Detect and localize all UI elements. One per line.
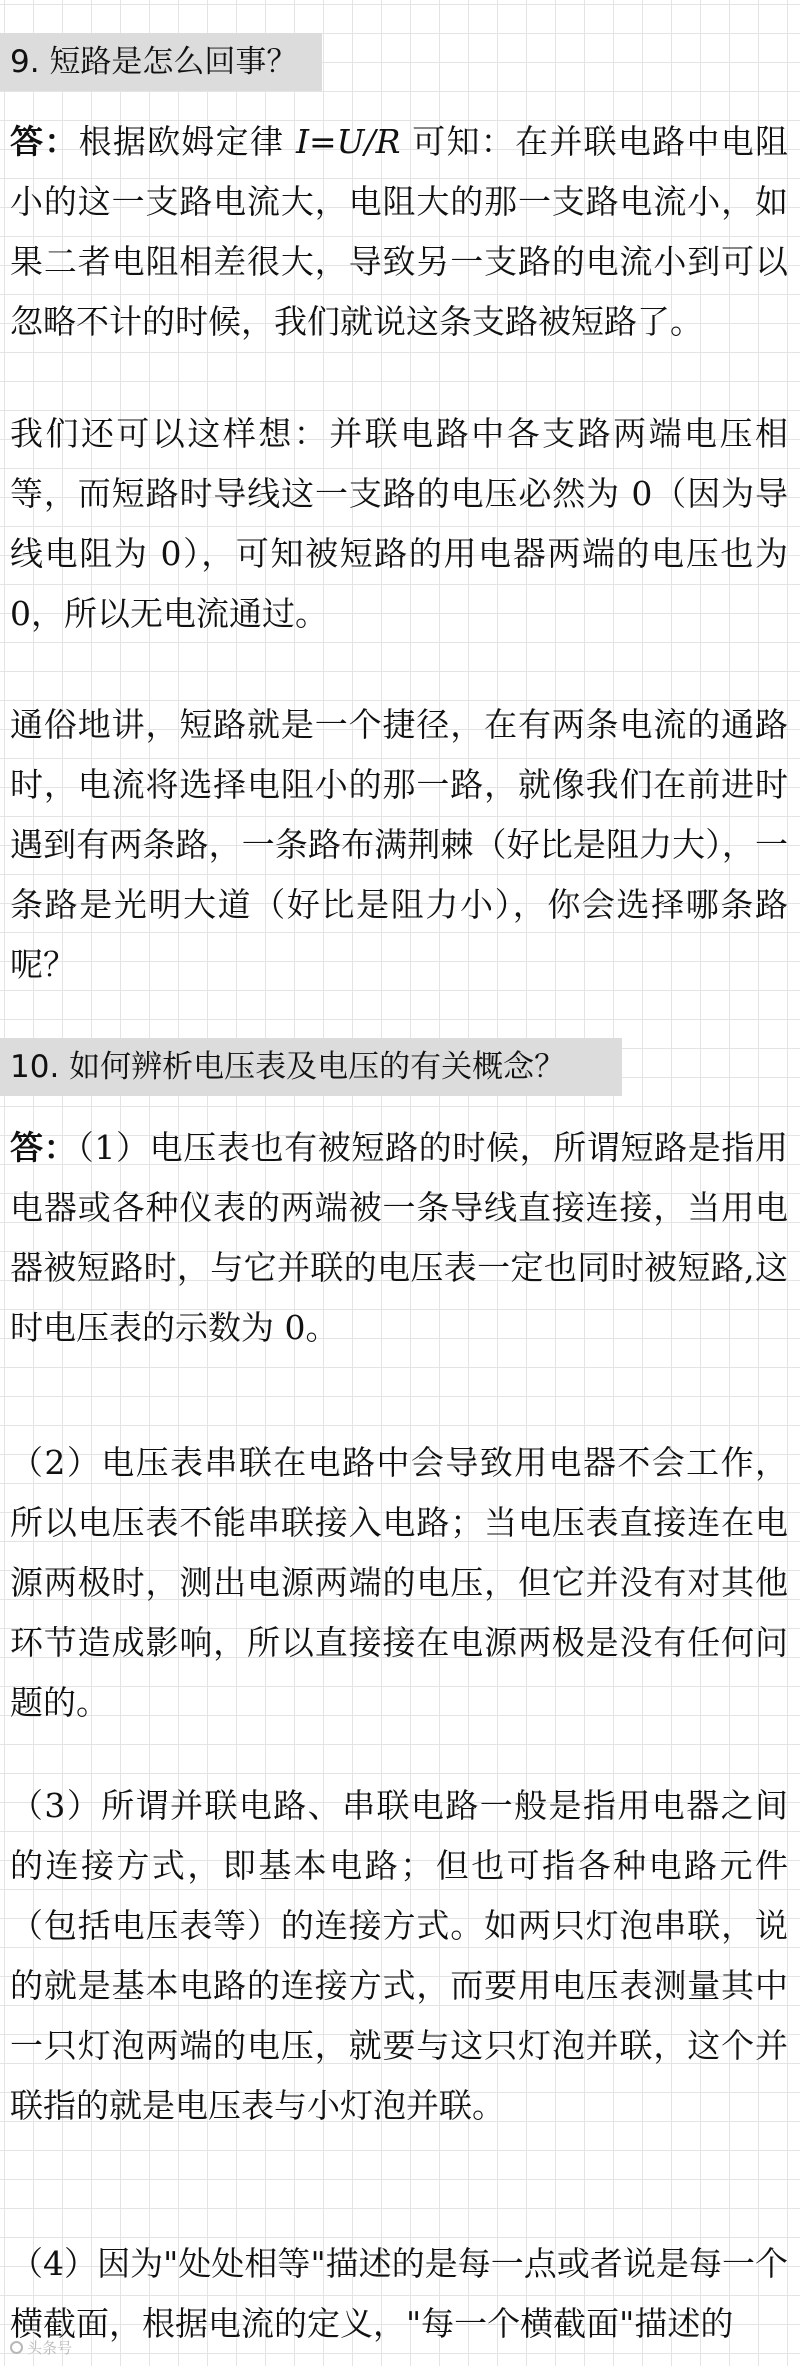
point-1-text: （1）电压表也有被短路的时候，所谓短路是指用电器或各种仪表的两端被一条导线直接连接，当用电器被短路时，与它并联的电压表一定也同时被短路,这时电压表的示数为 0。: [10, 1128, 789, 1347]
section-10-point-4: （4）因为"处处相等"描述的是每一点或者说是每一个横截面，根据电流的定义，"每一个横截面"描述的: [10, 2244, 788, 2343]
answer-text-pre: 根据欧姆定律: [78, 122, 296, 161]
section-10-point-2: （2）电压表串联在电路中会导致用电器不会工作，所以电压表不能串联接入电路；当电压表直接连在电源两极时，测出电源两端的电压，但它并没有对其他环节造成影响，所以直接接在电源两极是没有任何问题的。: [10, 1443, 788, 1722]
section-9-paragraph-2: 我们还可以这样想：并联电路中各支路两端电压相等，而短路时导线这一支路的电压必然为 0（因为导线电阻为 0），可知被短路的用电器两端的电压也为 0，所以无电流通过。: [10, 414, 788, 633]
watermark-text: 头条号: [27, 2339, 73, 2357]
section-9-paragraph-3: 通俗地讲，短路就是一个捷径，在有两条电流的通路时，电流将选择电阻小的那一路，就像我们在前进时遇到有两条路，一条路布满荆棘（好比是阻力大），一条路是光明大道（好比是阻力小），你会选择哪条路呢？: [10, 705, 788, 984]
section-9-answer: [10, 112, 788, 352]
section-10-heading: [0, 1038, 622, 1096]
section-9-heading: [0, 33, 322, 91]
section-10-point-1: [10, 1118, 788, 1358]
watermark: [10, 2337, 72, 2358]
section-9-heading-text: 9. 短路是怎么回事？: [10, 44, 298, 80]
section-10-point-3: （3）所谓并联电路、串联电路一般是指用电器之间的连接方式，即基本电路；但也可指各种电路元件（包括电压表等）的连接方式。如两只灯泡串联，说的就是基本电路的连接方式，而要用电压表测量其中一只灯泡两端的电压，就要与这只灯泡并联，这个并联指的就是电压表与小灯泡并联。: [10, 1786, 788, 2125]
answer-text-post: 可知：在并联电路中电阻小的这一支路电流大，电阻大的那一支路电流小，如果二者电阻相差很大，导致另一支路的电流小到可以忽略不计的时候，我们就说这条支路被短路了。: [10, 122, 789, 341]
section-10-heading-text: 10. 如何辨析电压表及电压的有关概念？: [10, 1049, 566, 1085]
answer-label: 答：: [10, 122, 79, 161]
ohms-law-formula: I=U/R: [296, 122, 401, 161]
answer-label: 答：: [10, 1128, 78, 1167]
circle-logo-icon: [10, 2341, 23, 2354]
